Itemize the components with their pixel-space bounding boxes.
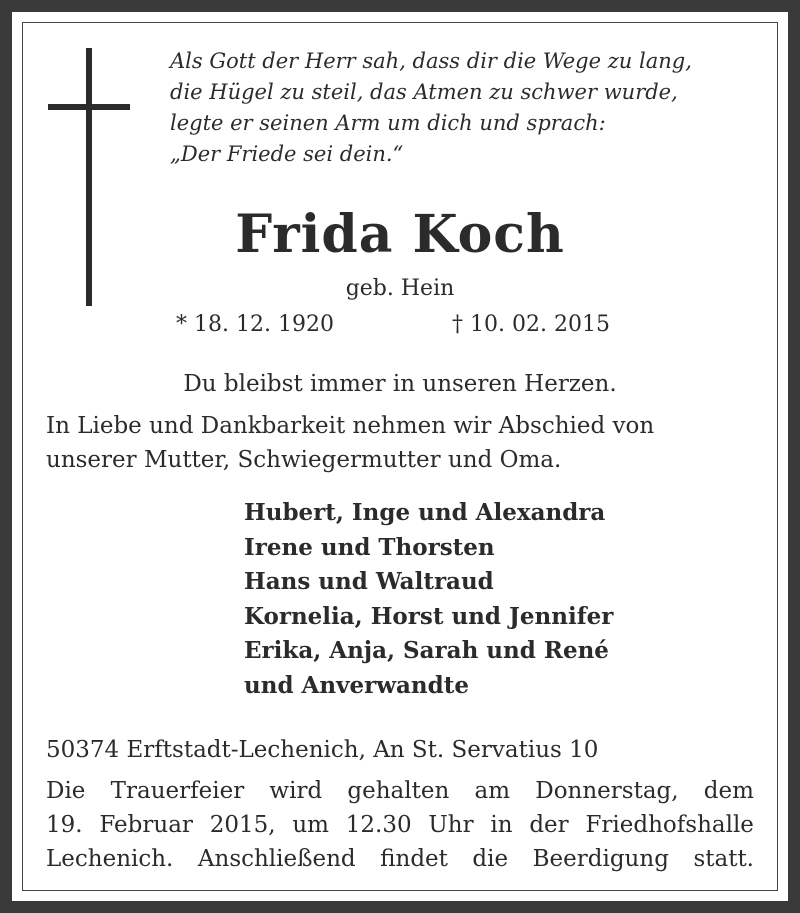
service-word: findet <box>380 846 448 872</box>
family-member: Kornelia, Horst und Jennifer <box>244 602 614 630</box>
birth-name: geb. Hein <box>345 276 455 301</box>
verse-line: „Der Friede sei dein.“ <box>170 142 404 166</box>
farewell-text <box>46 409 756 477</box>
service-word: Februar <box>99 812 193 838</box>
family-member: und Anverwandte <box>244 671 469 699</box>
family-list <box>244 496 613 703</box>
service-word: dem <box>703 778 754 804</box>
service-word: Beerdigung <box>532 846 669 872</box>
farewell-line: In Liebe und Dankbarkeit nehmen wir Abschied von <box>46 413 655 439</box>
service-word: in <box>490 812 513 838</box>
birth-date: * 18. 12. 1920 <box>176 312 334 337</box>
farewell-line: unserer Mutter, Schwiegermutter und Oma. <box>46 447 562 473</box>
service-word: Anschließend <box>197 846 356 872</box>
service-word: 2015, <box>209 812 276 838</box>
service-word: statt. <box>693 846 754 872</box>
service-word: der <box>529 812 569 838</box>
motto: Du bleibst immer in unseren Herzen. <box>183 371 617 397</box>
service-word: um <box>292 812 329 838</box>
family-member: Irene und Thorsten <box>244 533 495 561</box>
service-word: die <box>472 846 509 872</box>
service-info <box>46 774 754 876</box>
service-word: Uhr <box>428 812 474 838</box>
service-word: Trauerfeier <box>110 778 245 804</box>
cross-icon <box>48 48 132 308</box>
verse <box>170 46 692 170</box>
service-line <box>46 774 754 808</box>
service-word: wird <box>269 778 323 804</box>
service-word: gehalten <box>347 778 450 804</box>
service-word: Donnerstag, <box>535 778 679 804</box>
family-member: Erika, Anja, Sarah und René <box>244 637 609 664</box>
service-word: Lechenich. <box>46 846 174 872</box>
verse-line: Als Gott der Herr sah, dass dir die Wege zu lang, <box>170 49 692 73</box>
service-line <box>46 808 754 842</box>
service-line <box>46 842 754 876</box>
service-word: 19. <box>46 812 83 838</box>
service-word: Friedhofshalle <box>585 812 754 838</box>
verse-line: legte er seinen Arm um dich und sprach: <box>170 111 606 135</box>
death-date: † 10. 02. 2015 <box>452 312 610 337</box>
service-word: Die <box>46 778 86 804</box>
family-member: Hubert, Inge und Alexandra <box>244 499 606 526</box>
address: 50374 Erftstadt-Lechenich, An St. Servatius 10 <box>46 737 599 763</box>
verse-line: die Hügel zu steil, das Atmen zu schwer wurde, <box>170 80 678 104</box>
family-member: Hans und Waltraud <box>244 568 494 595</box>
service-word: 12.30 <box>345 812 412 838</box>
service-word: am <box>474 778 511 804</box>
deceased-name: Frida Koch <box>235 204 565 265</box>
